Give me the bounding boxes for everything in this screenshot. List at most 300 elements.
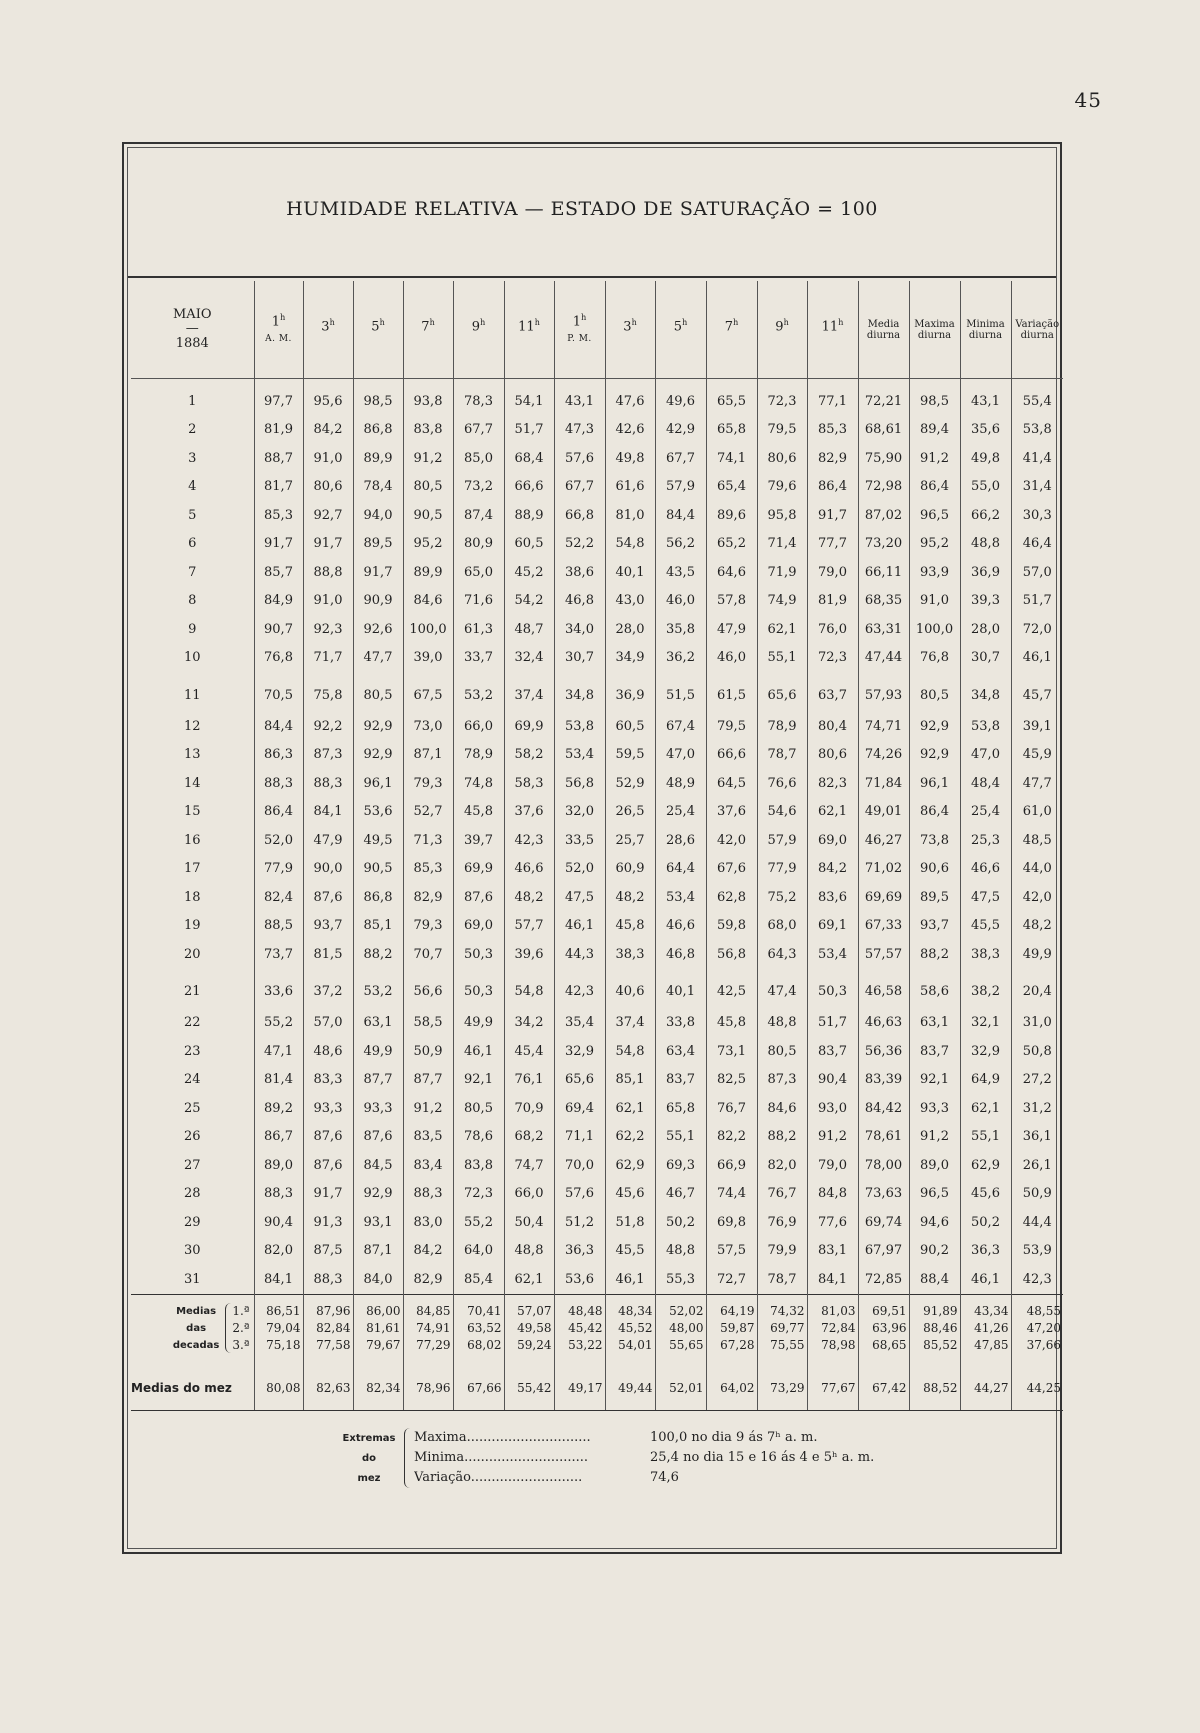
value-cell: 49,8 xyxy=(605,444,655,473)
value-cell: 68,0 xyxy=(757,912,807,941)
decade-means-cell xyxy=(1011,1294,1063,1358)
table-row xyxy=(131,883,1063,912)
value-cell: 100,0 xyxy=(403,615,453,644)
value-cell: 30,7 xyxy=(960,644,1011,673)
value-cell: 83,7 xyxy=(909,1037,960,1066)
value-cell: 76,6 xyxy=(757,769,807,798)
value-cell: 43,1 xyxy=(960,379,1011,416)
value-cell: 20,4 xyxy=(1011,969,1063,1009)
value-cell: 87,6 xyxy=(303,1123,353,1152)
value-cell: 85,7 xyxy=(254,558,303,587)
table-row xyxy=(131,769,1063,798)
month-mean-value: 73,29 xyxy=(757,1358,807,1411)
value-cell: 65,6 xyxy=(554,1066,605,1095)
value-cell: 25,3 xyxy=(960,826,1011,855)
value-cell: 89,0 xyxy=(254,1151,303,1180)
value-cell: 95,2 xyxy=(403,530,453,559)
hour-header xyxy=(605,281,655,379)
value-cell: 83,1 xyxy=(807,1237,858,1266)
value-cell: 53,8 xyxy=(554,712,605,741)
value-cell: 38,3 xyxy=(605,940,655,969)
day-cell: 16 xyxy=(183,832,201,848)
value-cell: 84,0 xyxy=(353,1265,403,1294)
table-row xyxy=(131,1208,1063,1237)
month-mean-value: 52,01 xyxy=(655,1358,706,1411)
period-label: A. M. xyxy=(265,334,292,345)
value-cell: 40,1 xyxy=(655,969,706,1009)
value-cell: 46,4 xyxy=(1011,530,1063,559)
stat-header: Variação diurna xyxy=(1011,281,1063,379)
extremes-label: do xyxy=(361,1453,377,1464)
value-cell: 50,9 xyxy=(403,1037,453,1066)
value-cell: 71,9 xyxy=(757,558,807,587)
value-cell: 86,4 xyxy=(909,473,960,502)
day-cell: 24 xyxy=(183,1072,201,1088)
value-cell: 79,3 xyxy=(403,769,453,798)
value-cell: 26,1 xyxy=(1011,1151,1063,1180)
value-cell: 70,0 xyxy=(554,1151,605,1180)
decade-mean-value: 43,34 xyxy=(974,1303,1009,1318)
value-cell: 46,8 xyxy=(655,940,706,969)
value-cell: 32,1 xyxy=(960,1009,1011,1038)
day-cell: 11 xyxy=(183,687,201,703)
decade-means-row xyxy=(131,1294,1063,1358)
value-cell: 91,2 xyxy=(807,1123,858,1152)
day-cell: 28 xyxy=(183,1186,201,1202)
value-cell: 74,4 xyxy=(706,1180,757,1209)
decade-mean-value: 79,67 xyxy=(366,1337,401,1352)
value-cell: 81,4 xyxy=(254,1066,303,1095)
value-cell: 33,6 xyxy=(254,969,303,1009)
value-cell: 63,4 xyxy=(655,1037,706,1066)
hour-number: 7 xyxy=(421,319,430,335)
value-cell: 45,8 xyxy=(453,798,504,827)
value-cell: 80,9 xyxy=(453,530,504,559)
value-cell: 63,7 xyxy=(807,672,858,712)
decade-mean-value: 84,85 xyxy=(416,1303,451,1318)
value-cell: 52,0 xyxy=(254,826,303,855)
decade-mean-value: 45,52 xyxy=(618,1320,653,1335)
value-cell: 100,0 xyxy=(909,615,960,644)
value-cell: 92,9 xyxy=(353,1180,403,1209)
table-row xyxy=(131,1151,1063,1180)
day-cell: 21 xyxy=(183,984,201,999)
value-cell: 45,4 xyxy=(504,1037,554,1066)
hour-suffix: h xyxy=(429,317,435,327)
value-cell: 89,0 xyxy=(909,1151,960,1180)
table-row xyxy=(131,912,1063,941)
value-cell: 88,7 xyxy=(254,444,303,473)
extreme-maxima-row xyxy=(414,1428,818,1448)
value-cell: 49,5 xyxy=(353,826,403,855)
hour-header xyxy=(303,281,353,379)
value-cell: 78,7 xyxy=(757,741,807,770)
value-cell: 47,5 xyxy=(960,883,1011,912)
value-cell: 48,2 xyxy=(504,883,554,912)
value-cell: 89,5 xyxy=(909,883,960,912)
value-cell: 55,0 xyxy=(960,473,1011,502)
value-cell: 97,7 xyxy=(254,379,303,416)
value-cell: 33,5 xyxy=(554,826,605,855)
value-cell: 57,8 xyxy=(706,587,757,616)
value-cell: 54,8 xyxy=(605,530,655,559)
decade-means-cell xyxy=(807,1294,858,1358)
value-cell: 46,6 xyxy=(960,855,1011,884)
value-cell: 82,0 xyxy=(757,1151,807,1180)
value-cell: 46,63 xyxy=(858,1009,909,1038)
value-cell: 57,5 xyxy=(706,1237,757,1266)
value-cell: 90,4 xyxy=(807,1066,858,1095)
value-cell: 56,8 xyxy=(706,940,757,969)
decade-mean-value: 82,84 xyxy=(316,1320,351,1335)
value-cell: 79,9 xyxy=(757,1237,807,1266)
value-cell: 74,1 xyxy=(706,444,757,473)
value-cell: 47,7 xyxy=(353,644,403,673)
value-cell: 87,6 xyxy=(453,883,504,912)
value-cell: 31,2 xyxy=(1011,1094,1063,1123)
table-header xyxy=(131,281,1063,379)
value-cell: 88,3 xyxy=(254,769,303,798)
decade-label-words xyxy=(173,1303,219,1354)
decade-mean-value: 88,46 xyxy=(923,1320,958,1335)
decade-mean-value: 59,24 xyxy=(517,1337,552,1352)
value-cell: 89,2 xyxy=(254,1094,303,1123)
value-cell: 81,0 xyxy=(605,501,655,530)
hour-header xyxy=(757,281,807,379)
value-cell: 77,1 xyxy=(807,379,858,416)
decade-mean-value: 69,77 xyxy=(770,1320,805,1335)
value-cell: 74,71 xyxy=(858,712,909,741)
value-cell: 62,1 xyxy=(605,1094,655,1123)
value-cell: 70,9 xyxy=(504,1094,554,1123)
decade-mean-value: 48,48 xyxy=(568,1303,603,1318)
value-cell: 56,36 xyxy=(858,1037,909,1066)
value-cell: 74,7 xyxy=(504,1151,554,1180)
stat-header: Minima diurna xyxy=(960,281,1011,379)
value-cell: 57,93 xyxy=(858,672,909,712)
value-cell: 49,8 xyxy=(960,444,1011,473)
value-cell: 30,7 xyxy=(554,644,605,673)
value-cell: 92,9 xyxy=(909,741,960,770)
value-cell: 67,5 xyxy=(403,672,453,712)
value-cell: 68,2 xyxy=(504,1123,554,1152)
value-cell: 58,6 xyxy=(909,969,960,1009)
value-cell: 83,4 xyxy=(403,1151,453,1180)
value-cell: 88,2 xyxy=(909,940,960,969)
value-cell: 50,2 xyxy=(655,1208,706,1237)
value-cell: 92,6 xyxy=(353,615,403,644)
value-cell: 98,5 xyxy=(909,379,960,416)
extreme-name: Maxima xyxy=(414,1430,467,1445)
value-cell: 82,9 xyxy=(403,883,453,912)
value-cell: 73,8 xyxy=(909,826,960,855)
decade-mean-value: 48,00 xyxy=(669,1320,704,1335)
decade-mean-value: 75,55 xyxy=(770,1337,805,1352)
value-cell: 48,2 xyxy=(605,883,655,912)
value-cell: 80,6 xyxy=(757,444,807,473)
day-cell: 25 xyxy=(183,1100,201,1116)
value-cell: 72,85 xyxy=(858,1265,909,1294)
value-cell: 88,5 xyxy=(254,912,303,941)
value-cell: 90,5 xyxy=(353,855,403,884)
decade-mean-value: 72,84 xyxy=(821,1320,856,1335)
value-cell: 62,1 xyxy=(757,615,807,644)
table-row xyxy=(131,615,1063,644)
value-cell: 42,3 xyxy=(1011,1265,1063,1294)
value-cell: 58,3 xyxy=(504,769,554,798)
value-cell: 61,3 xyxy=(453,615,504,644)
value-cell: 27,2 xyxy=(1011,1066,1063,1095)
table-frame xyxy=(122,142,1062,1554)
value-cell: 71,1 xyxy=(554,1123,605,1152)
leader-dots: ........................... xyxy=(470,1470,583,1485)
value-cell: 35,8 xyxy=(655,615,706,644)
value-cell: 73,63 xyxy=(858,1180,909,1209)
decade-mean-value: 81,61 xyxy=(366,1320,401,1335)
value-cell: 55,3 xyxy=(655,1265,706,1294)
value-cell: 84,4 xyxy=(655,501,706,530)
value-cell: 45,6 xyxy=(605,1180,655,1209)
value-cell: 80,6 xyxy=(303,473,353,502)
table-row xyxy=(131,587,1063,616)
value-cell: 75,2 xyxy=(757,883,807,912)
value-cell: 82,2 xyxy=(706,1123,757,1152)
table-row xyxy=(131,855,1063,884)
value-cell: 96,1 xyxy=(909,769,960,798)
decade-label-wrap xyxy=(131,1303,254,1354)
decade-ordinal: 2.ª xyxy=(232,1320,250,1335)
value-cell: 72,3 xyxy=(453,1180,504,1209)
table-row xyxy=(131,1265,1063,1294)
hour-header xyxy=(403,281,453,379)
value-cell: 92,9 xyxy=(909,712,960,741)
value-cell: 51,7 xyxy=(504,416,554,445)
value-cell: 71,7 xyxy=(303,644,353,673)
value-cell: 62,8 xyxy=(706,883,757,912)
value-cell: 81,7 xyxy=(254,473,303,502)
value-cell: 62,1 xyxy=(807,798,858,827)
value-cell: 64,9 xyxy=(960,1066,1011,1095)
value-cell: 86,4 xyxy=(254,798,303,827)
decade-label-word: decadas xyxy=(172,1339,220,1351)
value-cell: 78,00 xyxy=(858,1151,909,1180)
decade-mean-value: 52,02 xyxy=(669,1303,704,1318)
value-cell: 96,1 xyxy=(353,769,403,798)
month-means-row xyxy=(131,1358,1063,1411)
value-cell: 54,8 xyxy=(504,969,554,1009)
hour-number: 11 xyxy=(821,319,839,335)
decade-mean-value: 59,87 xyxy=(720,1320,755,1335)
value-cell: 84,2 xyxy=(403,1237,453,1266)
value-cell: 84,1 xyxy=(303,798,353,827)
value-cell: 68,61 xyxy=(858,416,909,445)
value-cell: 88,3 xyxy=(303,769,353,798)
value-cell: 53,8 xyxy=(960,712,1011,741)
value-cell: 49,9 xyxy=(1011,940,1063,969)
day-cell: 7 xyxy=(188,564,197,580)
table-row xyxy=(131,1123,1063,1152)
value-cell: 87,6 xyxy=(353,1123,403,1152)
hour-number: 9 xyxy=(775,319,784,335)
value-cell: 81,9 xyxy=(254,416,303,445)
value-cell: 76,7 xyxy=(757,1180,807,1209)
value-cell: 47,9 xyxy=(706,615,757,644)
value-cell: 33,7 xyxy=(453,644,504,673)
value-cell: 54,1 xyxy=(504,379,554,416)
value-cell: 75,8 xyxy=(303,672,353,712)
decade-means-cell xyxy=(858,1294,909,1358)
value-cell: 63,1 xyxy=(909,1009,960,1038)
value-cell: 53,6 xyxy=(353,798,403,827)
value-cell: 62,1 xyxy=(504,1265,554,1294)
value-cell: 94,0 xyxy=(353,501,403,530)
value-cell: 84,2 xyxy=(807,855,858,884)
value-cell: 34,0 xyxy=(554,615,605,644)
value-cell: 87,1 xyxy=(353,1237,403,1266)
value-cell: 92,9 xyxy=(353,712,403,741)
value-cell: 66,2 xyxy=(960,501,1011,530)
value-cell: 82,9 xyxy=(807,444,858,473)
value-cell: 95,8 xyxy=(757,501,807,530)
value-cell: 76,9 xyxy=(757,1208,807,1237)
value-cell: 73,0 xyxy=(403,712,453,741)
value-cell: 46,27 xyxy=(858,826,909,855)
value-cell: 71,02 xyxy=(858,855,909,884)
value-cell: 83,6 xyxy=(807,883,858,912)
month-means-label: Medias do mez xyxy=(131,1358,254,1411)
value-cell: 73,2 xyxy=(453,473,504,502)
decade-mean-value: 47,85 xyxy=(974,1337,1009,1352)
decade-mean-value: 57,07 xyxy=(517,1303,552,1318)
value-cell: 48,5 xyxy=(1011,826,1063,855)
value-cell: 45,2 xyxy=(504,558,554,587)
value-cell: 85,1 xyxy=(605,1066,655,1095)
value-cell: 44,3 xyxy=(554,940,605,969)
value-cell: 45,7 xyxy=(1011,672,1063,712)
value-cell: 42,9 xyxy=(655,416,706,445)
value-cell: 73,20 xyxy=(858,530,909,559)
month-mean-value: 77,67 xyxy=(807,1358,858,1411)
table-row xyxy=(131,444,1063,473)
day-cell: 12 xyxy=(183,718,201,734)
month-mean-value: 67,42 xyxy=(858,1358,909,1411)
value-cell: 48,9 xyxy=(655,769,706,798)
value-cell: 82,5 xyxy=(706,1066,757,1095)
header-month: MAIO xyxy=(173,307,212,323)
value-cell: 93,9 xyxy=(909,558,960,587)
value-cell: 50,3 xyxy=(453,940,504,969)
value-cell: 75,90 xyxy=(858,444,909,473)
value-cell: 51,2 xyxy=(554,1208,605,1237)
value-cell: 91,7 xyxy=(303,1180,353,1209)
value-cell: 92,1 xyxy=(909,1066,960,1095)
value-cell: 91,7 xyxy=(303,530,353,559)
value-cell: 42,0 xyxy=(1011,883,1063,912)
extreme-value: 74,6 xyxy=(650,1470,679,1485)
value-cell: 73,1 xyxy=(706,1037,757,1066)
value-cell: 67,7 xyxy=(655,444,706,473)
extreme-name: Minima xyxy=(414,1450,465,1465)
table-row xyxy=(131,672,1063,712)
value-cell: 84,9 xyxy=(254,587,303,616)
value-cell: 83,7 xyxy=(655,1066,706,1095)
value-cell: 74,9 xyxy=(757,587,807,616)
stat-header: Media diurna xyxy=(858,281,909,379)
value-cell: 67,33 xyxy=(858,912,909,941)
value-cell: 90,4 xyxy=(254,1208,303,1237)
table-row xyxy=(131,1180,1063,1209)
value-cell: 90,6 xyxy=(909,855,960,884)
value-cell: 93,3 xyxy=(303,1094,353,1123)
value-cell: 34,8 xyxy=(554,672,605,712)
table-body xyxy=(131,379,1063,1411)
value-cell: 46,1 xyxy=(960,1265,1011,1294)
value-cell: 69,8 xyxy=(706,1208,757,1237)
value-cell: 87,7 xyxy=(403,1066,453,1095)
value-cell: 25,4 xyxy=(655,798,706,827)
value-cell: 56,2 xyxy=(655,530,706,559)
value-cell: 79,3 xyxy=(403,912,453,941)
value-cell: 37,4 xyxy=(504,672,554,712)
value-cell: 85,3 xyxy=(807,416,858,445)
value-cell: 36,9 xyxy=(605,672,655,712)
value-cell: 36,1 xyxy=(1011,1123,1063,1152)
value-cell: 78,61 xyxy=(858,1123,909,1152)
humidity-table xyxy=(131,281,1063,1411)
day-cell: 17 xyxy=(183,861,201,877)
decade-brace xyxy=(225,1303,232,1353)
value-cell: 88,3 xyxy=(403,1180,453,1209)
value-cell: 83,3 xyxy=(303,1066,353,1095)
decade-means-cell xyxy=(655,1294,706,1358)
value-cell: 58,5 xyxy=(403,1009,453,1038)
value-cell: 96,5 xyxy=(909,1180,960,1209)
table-row xyxy=(131,416,1063,445)
month-mean-value: 80,08 xyxy=(254,1358,303,1411)
value-cell: 40,1 xyxy=(605,558,655,587)
value-cell: 47,0 xyxy=(960,741,1011,770)
value-cell: 93,8 xyxy=(403,379,453,416)
value-cell: 84,5 xyxy=(353,1151,403,1180)
value-cell: 93,0 xyxy=(807,1094,858,1123)
value-cell: 68,35 xyxy=(858,587,909,616)
decade-mean-value: 63,52 xyxy=(467,1320,502,1335)
decade-mean-value: 78,98 xyxy=(821,1337,856,1352)
hour-number: 3 xyxy=(623,319,632,335)
decade-means-cell xyxy=(960,1294,1011,1358)
value-cell: 42,0 xyxy=(706,826,757,855)
value-cell: 57,9 xyxy=(655,473,706,502)
decade-mean-value: 74,91 xyxy=(416,1320,451,1335)
decade-ordinal: 1.ª xyxy=(232,1303,250,1318)
value-cell: 79,5 xyxy=(706,712,757,741)
value-cell: 80,4 xyxy=(807,712,858,741)
value-cell: 93,3 xyxy=(353,1094,403,1123)
value-cell: 46,0 xyxy=(706,644,757,673)
value-cell: 31,4 xyxy=(1011,473,1063,502)
value-cell: 53,8 xyxy=(1011,416,1063,445)
value-cell: 45,5 xyxy=(605,1237,655,1266)
value-cell: 28,0 xyxy=(960,615,1011,644)
value-cell: 42,6 xyxy=(605,416,655,445)
extremes-label: mez xyxy=(357,1473,381,1484)
value-cell: 48,8 xyxy=(960,530,1011,559)
value-cell: 79,0 xyxy=(807,1151,858,1180)
value-cell: 54,6 xyxy=(757,798,807,827)
value-cell: 84,6 xyxy=(403,587,453,616)
month-mean-value: 49,17 xyxy=(554,1358,605,1411)
value-cell: 80,6 xyxy=(807,741,858,770)
